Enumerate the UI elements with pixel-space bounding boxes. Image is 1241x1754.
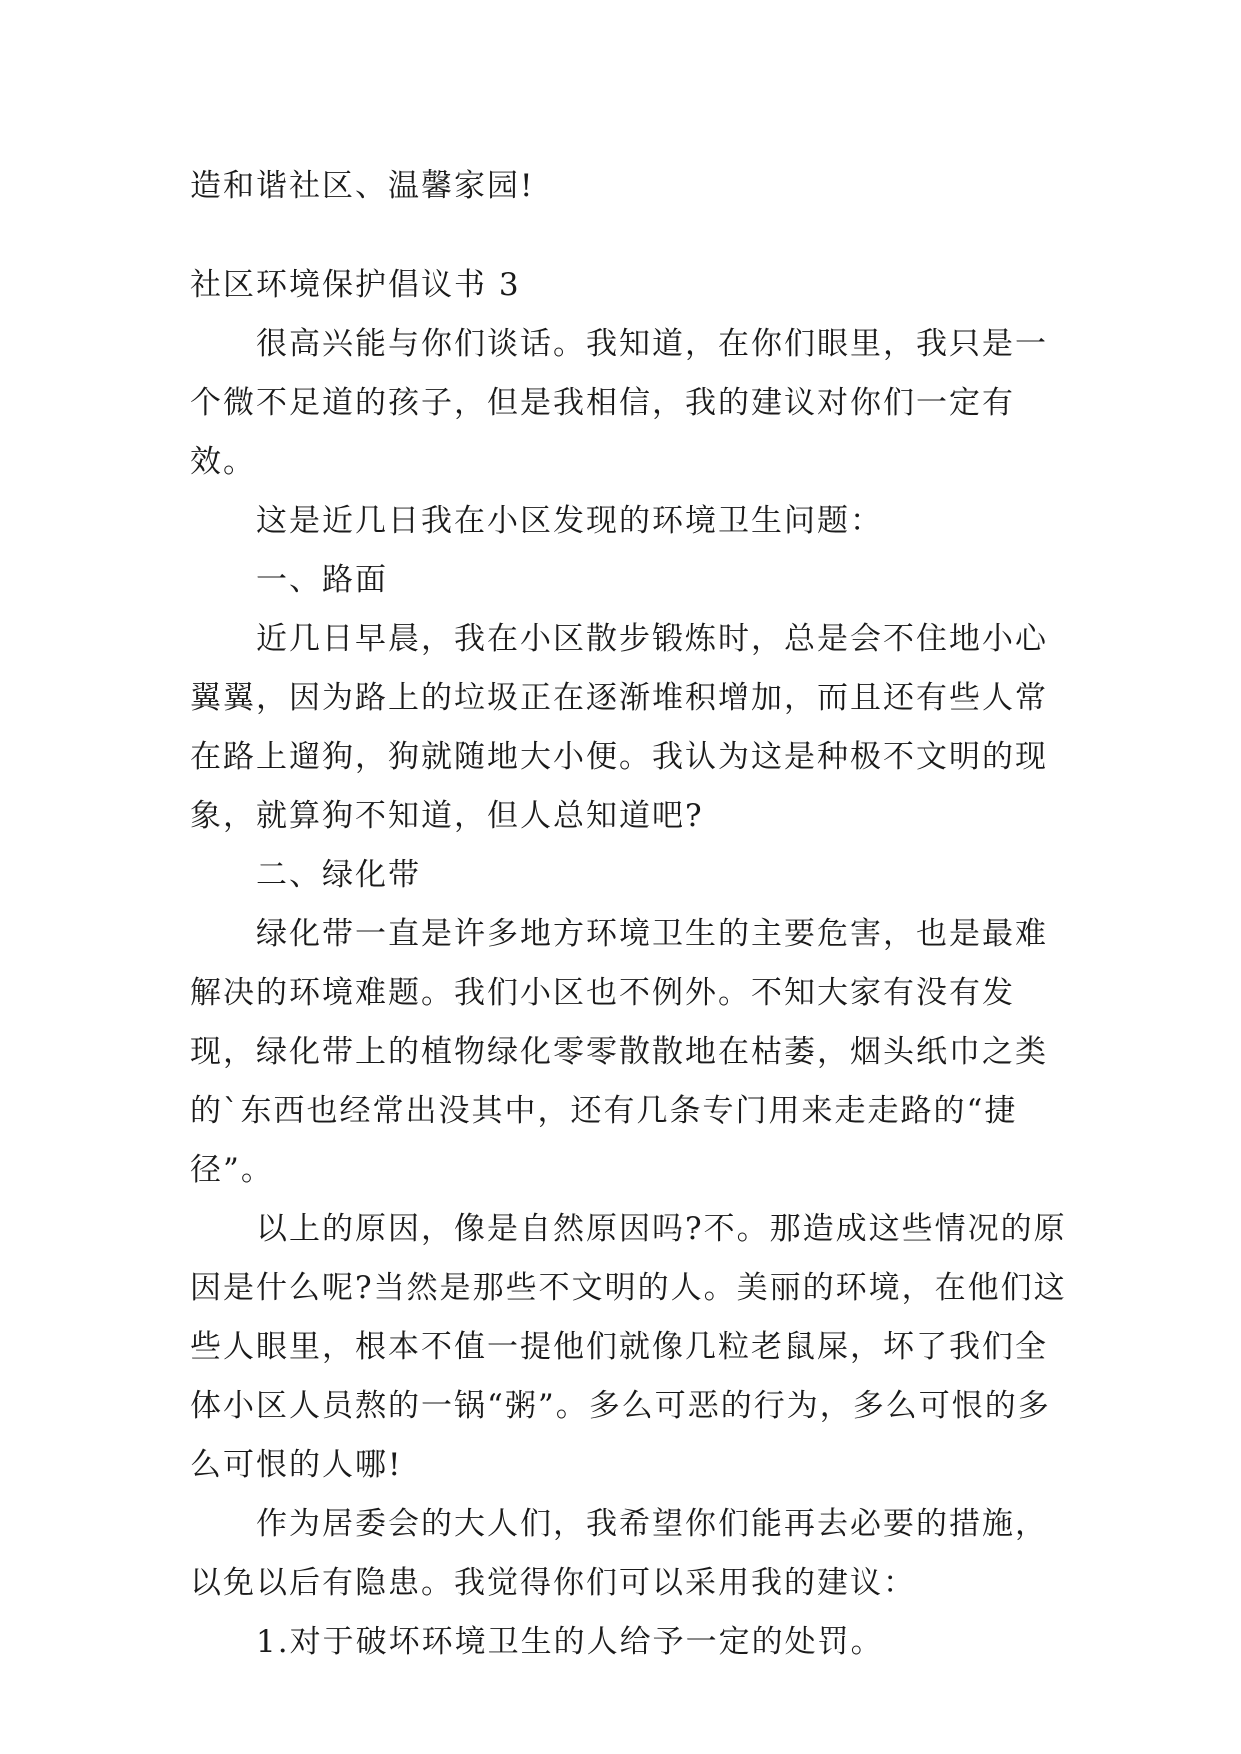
paragraph-greenbelt: 绿化带一直是许多地方环境卫生的主要危害，也是最难解决的环境难题。我们小区也不例外。不知大家有没有发现，绿化带上的植物绿化零零散散地在枯萎，烟头纸巾之类的`东西也经常出没其中，还有几条专门用来走走路的“捷径”。 [190,916,1048,1188]
heading-road: 一、路面 [256,562,388,598]
intro-tail-text: 造和谐社区、温馨家园! [190,168,535,204]
paragraph-causes: 以上的原因，像是自然原因吗?不。那造成这些情况的原因是什么呢?当然是那些不文明的人。美丽的环境，在他们这些人眼里，根本不值一提他们就像几粒老鼠屎，坏了我们全体小区人员熬的一锅“粥”。多么可恶的行为，多么可恨的多么可恨的人哪! [190,1211,1067,1483]
paragraph-road: 近几日早晨，我在小区散步锻炼时，总是会不住地小心翼翼，因为路上的垃圾正在逐渐堆积增加，而且还有些人常在路上遛狗，狗就随地大小便。我认为这是种极不文明的现象，就算狗不知道，但人总知道吧? [190,621,1048,834]
heading-greenbelt: 二、绿化带 [256,857,421,893]
paragraph-problems-intro: 这是近几日我在小区发现的环境卫生问题： [256,503,883,539]
section-title: 社区环境保护倡议书 3 [190,267,521,303]
document-body [190,157,1070,1672]
paragraph-greeting: 很高兴能与你们谈话。我知道，在你们眼里，我只是一个微不足道的孩子，但是我相信，我的建议对你们一定有效。 [190,326,1048,480]
paragraph-request: 作为居委会的大人们，我希望你们能再去必要的措施，以免以后有隐患。我觉得你们可以采用我的建议： [190,1506,1048,1601]
suggestion-item-1: 1.对于破坏环境卫生的人给予一定的处罚。 [256,1624,884,1660]
